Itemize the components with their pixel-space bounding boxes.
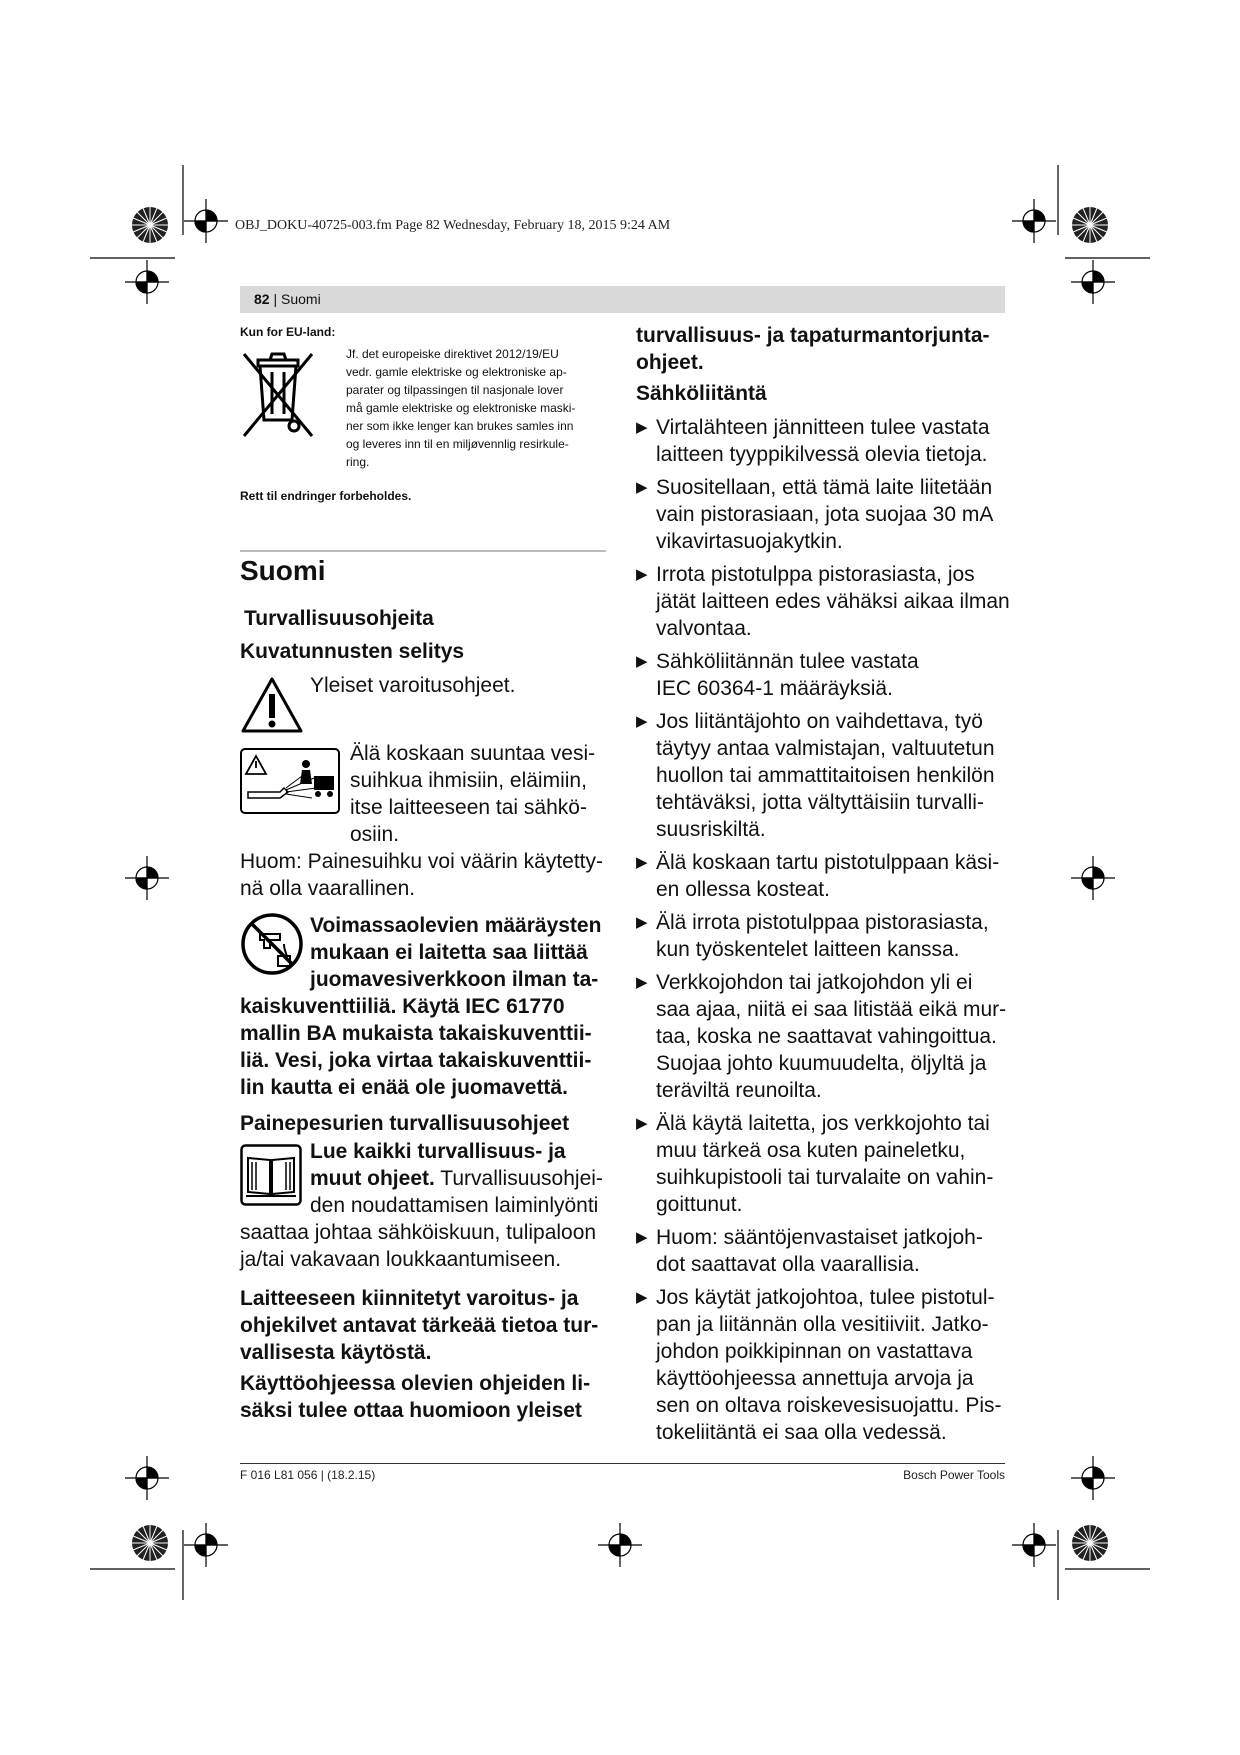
bullet-marker: ▶ xyxy=(636,653,648,670)
reserve-note: Rett til endringer forbeholdes. xyxy=(240,489,412,503)
eu-text-line: ner som ikke lenger kan brukes samles inn xyxy=(346,419,574,433)
text-line: Lue kaikki turvallisuus- ja xyxy=(310,1140,566,1163)
eu-text-line: og leveres inn til en miljøvennlig resirkule- xyxy=(346,437,569,451)
text-line: Virtalähteen jännitteen tulee vastata xyxy=(656,416,990,439)
footer-rule xyxy=(240,1463,1005,1464)
text-line: säksi tulee ottaa huomioon yleiset xyxy=(240,1399,582,1422)
text-line: IEC 60364-1 määräyksiä. xyxy=(656,677,893,700)
pressure-note xyxy=(240,848,610,902)
read-instructions-top xyxy=(310,1138,620,1219)
bullet-marker: ▶ xyxy=(636,914,648,931)
bullet-item xyxy=(636,1110,1016,1218)
bullet-marker: ▶ xyxy=(636,479,648,496)
footer-code: F 016 L81 056 | (18.2.15) xyxy=(240,1468,376,1482)
text-line: huollon tai ammattitaitoisen henkilön xyxy=(656,764,995,787)
text-line: suihkua ihmisiin, eläimiin, xyxy=(350,769,587,792)
bullet-item xyxy=(636,474,1016,555)
text-line: den noudattamisen laiminlyönti xyxy=(310,1194,599,1217)
bullet-item xyxy=(636,1284,1016,1446)
water-warning-short xyxy=(310,912,610,993)
text-line: mukaan ei laitetta saa liittää xyxy=(310,941,588,964)
warning-text: Yleiset varoitusohjeet. xyxy=(310,674,516,697)
text-line: pan ja liitännän olla vesitiiviit. Jatko- xyxy=(656,1313,989,1336)
safety-title: Turvallisuusohjeita xyxy=(244,607,434,630)
bullet-item xyxy=(636,648,1016,702)
text-line: Suojaa johto kuumuudelta, öljyltä ja xyxy=(656,1052,987,1075)
bullet-marker: ▶ xyxy=(636,713,648,730)
bullet-marker: ▶ xyxy=(636,974,648,991)
text-line: turvallisuus- ja tapaturmantorjunta- xyxy=(636,324,990,347)
eu-text-line: parater og tilpassingen til nasjonale lover xyxy=(346,383,564,397)
text-line: suihkupistooli tai turvalaite on vahin- xyxy=(656,1166,994,1189)
file-slug: OBJ_DOKU-40725-003.fm Page 82 Wednesday, February 18, 2015 9:24 AM xyxy=(235,218,671,233)
text-line: Huom: Painesuihku voi väärin käytetty- xyxy=(240,850,603,873)
spray-warning-text xyxy=(350,740,610,848)
continued-heading xyxy=(636,322,1016,376)
text-line: ohjekilvet antavat tärkeää tietoa tur- xyxy=(240,1314,599,1337)
text-line: liä. Vesi, joka virtaa takaiskuventtii- xyxy=(240,1049,592,1072)
bullet-item xyxy=(636,909,1016,963)
text-line: ohjeet. xyxy=(636,351,704,374)
text-line xyxy=(310,1165,620,1192)
eu-text-line: Jf. det europeiske direktivet 2012/19/EU xyxy=(346,347,559,361)
water-warning-full xyxy=(240,993,610,1101)
eu-text-line: ring. xyxy=(346,455,370,469)
symbols-title: Kuvatunnusten selitys xyxy=(240,640,465,663)
text-line: kun työskentelet laitteen kanssa. xyxy=(656,938,960,961)
read-instructions-bottom xyxy=(240,1219,620,1273)
text-line: jätät laitteen edes vähäksi aikaa ilman xyxy=(656,590,1010,613)
text-line: vikavirtasuojakytkin. xyxy=(656,530,843,553)
bullet-item xyxy=(636,414,1016,468)
text-line: ja/tai vakavaan loukkaantumiseen. xyxy=(240,1248,562,1271)
text-line: vallisesta käytöstä. xyxy=(240,1341,432,1364)
text-line: kaiskuventtiiliä. Käytä IEC 61770 xyxy=(240,995,565,1018)
bullet-item xyxy=(636,561,1016,642)
bullet-item xyxy=(636,708,1016,843)
eu-text-line: må gamle elektriske og elektroniske maski- xyxy=(346,401,576,415)
text-line: taa, koska ne saattavat vahingoittua. xyxy=(656,1025,997,1048)
page-number: 82 xyxy=(254,291,270,307)
pressure-washer-title: Painepesurien turvallisuusohjeet xyxy=(240,1112,570,1135)
crossed-bin-icon xyxy=(240,348,316,440)
manual-note xyxy=(240,1370,620,1424)
text-line: Älä koskaan tartu pistotulppaan käsi- xyxy=(656,851,1000,874)
bullet-marker: ▶ xyxy=(636,419,648,436)
text-line: goittunut. xyxy=(656,1193,743,1216)
eu-text xyxy=(346,345,616,471)
footer-brand: Bosch Power Tools xyxy=(903,1468,1005,1482)
labels-note xyxy=(240,1285,620,1366)
section-divider xyxy=(240,550,606,552)
text-line: Laitteeseen kiinnitetyt varoitus- ja xyxy=(240,1287,579,1310)
bullet-item xyxy=(636,849,1016,903)
text-line: juomavesiverkkoon ilman ta- xyxy=(310,968,599,991)
no-drinking-water-icon xyxy=(240,912,304,976)
text-line: sen on oltava roiskevesisuojattu. Pis- xyxy=(656,1394,1002,1417)
text-line: osiin. xyxy=(350,823,400,846)
text-line: laitteen tyyppikilvessä olevia tietoja. xyxy=(656,443,988,466)
text-line: Älä irrota pistotulppaa pistorasiasta, xyxy=(656,911,989,934)
bullet-marker: ▶ xyxy=(636,854,648,871)
bold-phrase: muut ohjeet. xyxy=(310,1167,435,1190)
text-line: suusriskiltä. xyxy=(656,818,766,841)
text-line: teräviltä reunoilta. xyxy=(656,1079,822,1102)
text-line: Jos käytät jatkojohtoa, tulee pistotul- xyxy=(656,1286,995,1309)
electrical-title: Sähköliitäntä xyxy=(636,382,767,405)
text-line: Älä koskaan suuntaa vesi- xyxy=(350,742,596,765)
text-phrase: Turvallisuusohjei- xyxy=(434,1167,603,1190)
bullet-marker: ▶ xyxy=(636,1115,648,1132)
electrical-bullets xyxy=(636,414,1016,1452)
text-line: nä olla vaarallinen. xyxy=(240,877,416,900)
page-header: 82 | Suomi xyxy=(240,286,1005,313)
text-line: täytyy antaa valmistajan, valtuutetun xyxy=(656,737,995,760)
eu-heading: Kun for EU-land: xyxy=(240,325,336,339)
text-line: dot saattavat olla vaarallisia. xyxy=(656,1253,920,1276)
text-line: tehtäväksi, jotta vältyttäisiin turvalli- xyxy=(656,791,984,814)
text-line: Sähköliitännän tulee vastata xyxy=(656,650,919,673)
text-line: Voimassaolevien määräysten xyxy=(310,914,602,937)
bullet-item xyxy=(636,1224,1016,1278)
eu-text-line: vedr. gamle elektriske og elektroniske ap- xyxy=(346,365,567,379)
text-line: itse laitteeseen tai sähkö- xyxy=(350,796,587,819)
spray-warning-icon xyxy=(240,748,340,814)
bullet-marker: ▶ xyxy=(636,1289,648,1306)
bullet-marker: ▶ xyxy=(636,566,648,583)
read-manual-icon xyxy=(240,1144,302,1206)
text-line: Käyttöohjeessa olevien ohjeiden li- xyxy=(240,1372,591,1395)
text-line: lin kautta ei enää ole juomavettä. xyxy=(240,1076,568,1099)
bullet-item xyxy=(636,969,1016,1104)
text-line: käyttöohjeessa annettuja arvoja ja xyxy=(656,1367,974,1390)
text-line: valvontaa. xyxy=(656,617,752,640)
warning-triangle-icon xyxy=(240,676,304,734)
text-line: Huom: sääntöjenvastaiset jatkojoh- xyxy=(656,1226,983,1249)
text-line: saa ajaa, niitä ei saa litistää eikä mur- xyxy=(656,998,1007,1021)
text-line: tokeliitäntä ei saa olla vedessä. xyxy=(656,1421,947,1444)
text-line: saattaa johtaa sähköiskuun, tulipaloon xyxy=(240,1221,597,1244)
text-line: Verkkojohdon tai jatkojohdon yli ei xyxy=(656,971,973,994)
text-line: en ollessa kosteat. xyxy=(656,878,830,901)
text-line: Suositellaan, että tämä laite liitetään xyxy=(656,476,993,499)
language-title: Suomi xyxy=(240,555,326,586)
bullet-marker: ▶ xyxy=(636,1229,648,1246)
text-line: Jos liitäntäjohto on vaihdettava, työ xyxy=(656,710,983,733)
section-name: Suomi xyxy=(281,291,321,307)
text-line: Älä käytä laitetta, jos verkkojohto tai xyxy=(656,1112,990,1135)
text-line: mallin BA mukaista takaiskuventtii- xyxy=(240,1022,592,1045)
text-line: johdon poikkipinnan on vastattava xyxy=(656,1340,973,1363)
text-line: muu tärkeä osa kuten paineletku, xyxy=(656,1139,966,1162)
text-line: vain pistorasiaan, jota suojaa 30 mA xyxy=(656,503,994,526)
text-line: Irrota pistotulppa pistorasiasta, jos xyxy=(656,563,975,586)
